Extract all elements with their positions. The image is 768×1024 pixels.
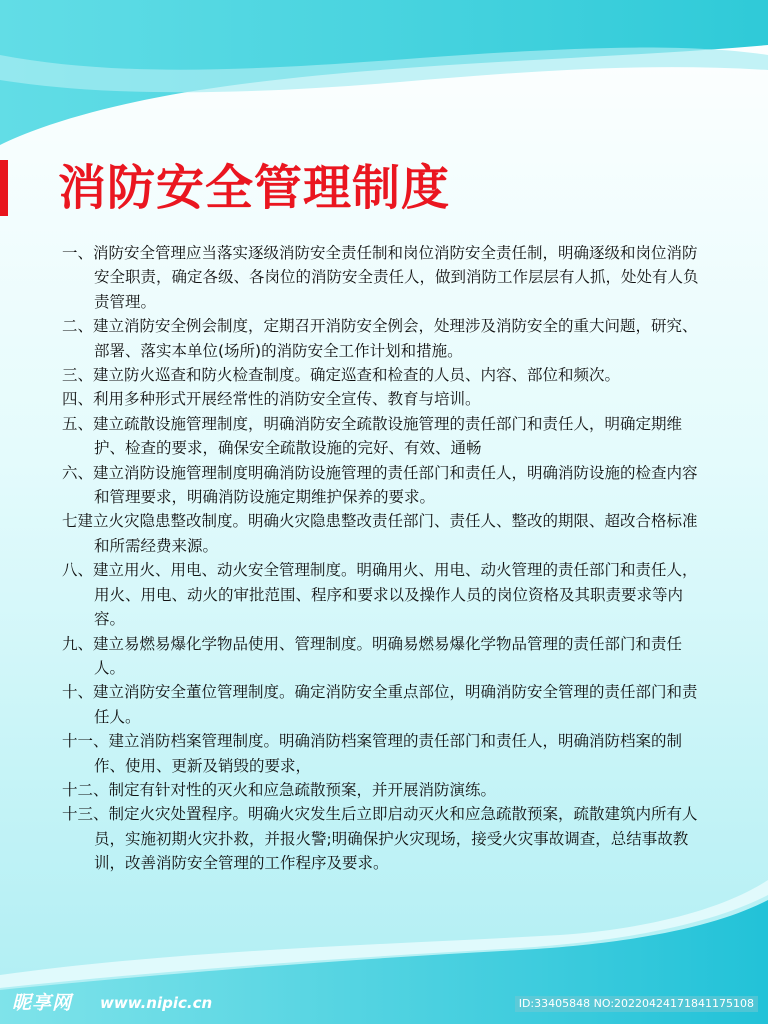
rule-item: 一、消防安全管理应当落实逐级消防安全责任制和岗位消防安全责任制，明确逐级和岗位消防安全职责，确定各级、各岗位的消防安全责任人，做到消防工作层层有人抓，处处有人负责管理。: [62, 244, 699, 311]
page-title: 消防安全管理制度: [58, 160, 451, 216]
rule-item: 七建立火灾隐患整改制度。明确火灾隐患整改责任部门、责任人、整改的期限、超改合格标准和所需经费来源。: [62, 512, 698, 555]
watermark-id: ID:33405848 NO:20220424171841175108: [515, 996, 758, 1012]
rule-item: 五、建立疏散设施管理制度，明确消防安全疏散设施管理的责任部门和责任人，明确定期维护、检查的要求，确保安全疏散设施的完好、有效、通畅: [62, 414, 683, 458]
rule-item: 二、建立消防安全例会制度，定期召开消防安全例会，处理涉及消防安全的重大问题，研究、部署、落实本单位(场所)的消防安全工作计划和措施。: [62, 317, 698, 360]
rule-item: 十二、制定有针对性的灭火和应急疏散预案，并开展消防演练。: [62, 780, 497, 799]
rule-item: 十一、建立消防档案管理制度。明确消防档案管理的责任部门和责任人，明确消防档案的制作、使用、更新及销毁的要求，: [62, 732, 683, 775]
rules-list: [62, 241, 710, 876]
rule-item: 九、建立易燃易爆化学物品使用、管理制度。明确易燃易爆化学物品管理的责任部门和责任人。: [62, 634, 683, 677]
rule-item: 六、建立消防设施管理制度明确消防设施管理的责任部门和责任人，明确消防设施的检查内容和管理要求，明确消防设施定期维护保养的要求。: [62, 463, 698, 507]
watermark-url: www.nipic.cn: [100, 994, 213, 1012]
rule-item: 三、建立防火巡查和防火检查制度。确定巡查和检查的人员、内容、部位和频次。: [62, 366, 621, 385]
watermark-logo: 昵享网: [12, 992, 73, 1014]
rule-item: 八、建立用火、用电、动火安全管理制度。明确用火、用电、动火管理的责任部门和责任人，用火、用电、动火的审批范围、程序和要求以及操作人员的岗位资格及其职责要求等内容。: [62, 561, 698, 629]
title-accent-bar: [0, 160, 8, 216]
rule-item: 四、利用多种形式开展经常性的消防安全宣传、教育与培训。: [62, 390, 481, 409]
rule-item: 十、建立消防安全董位管理制度。确定消防安全重点部位，明确消防安全管理的责任部门和责任人。: [62, 683, 698, 726]
rule-item: 十三、制定火灾处置程序。明确火灾发生后立即启动灭火和应急疏散预案，疏散建筑内所有人员，实施初期火灾扑救，并报火警;明确保护火灾现场，接受火灾事故调查，总结事故教训，改善消防安全管理的工作程序及要求。: [62, 805, 698, 873]
